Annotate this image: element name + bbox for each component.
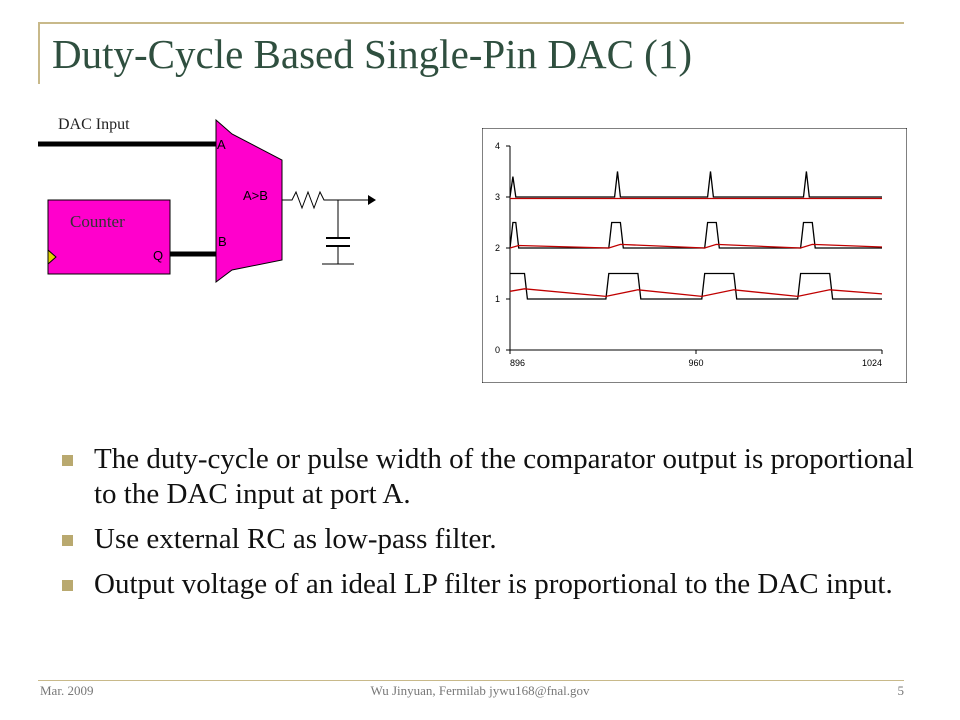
output-arrow-icon	[368, 195, 376, 205]
footer-rule	[38, 680, 904, 681]
bullet-list	[60, 442, 920, 612]
resistor-icon	[282, 192, 368, 208]
dac-input-label: DAC Input	[58, 116, 130, 133]
x-tick-label: 960	[688, 358, 704, 368]
bullet-text: The duty-cycle or pulse width of the comparator output is proportional to the DAC input at port A.	[94, 443, 914, 510]
bullet-item	[60, 442, 920, 512]
comparator-output-label: A>B	[243, 188, 268, 203]
dac-schematic	[0, 0, 420, 300]
comparator-port-a: A	[217, 137, 226, 152]
bullet-item	[60, 522, 920, 557]
waveform-chart	[482, 128, 907, 383]
bullet-square-icon	[62, 455, 73, 466]
counter-port-q: Q	[153, 248, 164, 263]
footer-page-number: 5	[897, 683, 904, 698]
bullet-square-icon	[62, 580, 73, 591]
x-tick-label: 896	[510, 358, 526, 368]
bullet-text: Use external RC as low-pass filter.	[94, 523, 497, 555]
y-tick-label: 4	[494, 141, 500, 151]
counter-label: Counter	[70, 212, 125, 231]
footer-date: Mar. 2009	[40, 683, 94, 698]
y-tick-label: 3	[494, 192, 500, 202]
chart-frame	[482, 128, 907, 383]
x-tick-label: 1024	[861, 358, 882, 368]
bullet-square-icon	[62, 535, 73, 546]
comparator-port-b: B	[218, 234, 227, 249]
y-tick-label: 2	[494, 243, 500, 253]
slide-title: Duty-Cycle Based Single-Pin DAC (1)	[52, 31, 692, 77]
y-tick-label: 0	[494, 345, 500, 355]
footer-author: Wu Jinyuan, Fermilab jywu168@fnal.gov	[370, 683, 590, 698]
bullet-text: Output voltage of an ideal LP filter is proportional to the DAC input.	[94, 568, 893, 600]
y-tick-label: 1	[494, 294, 500, 304]
bullet-item	[60, 567, 920, 602]
